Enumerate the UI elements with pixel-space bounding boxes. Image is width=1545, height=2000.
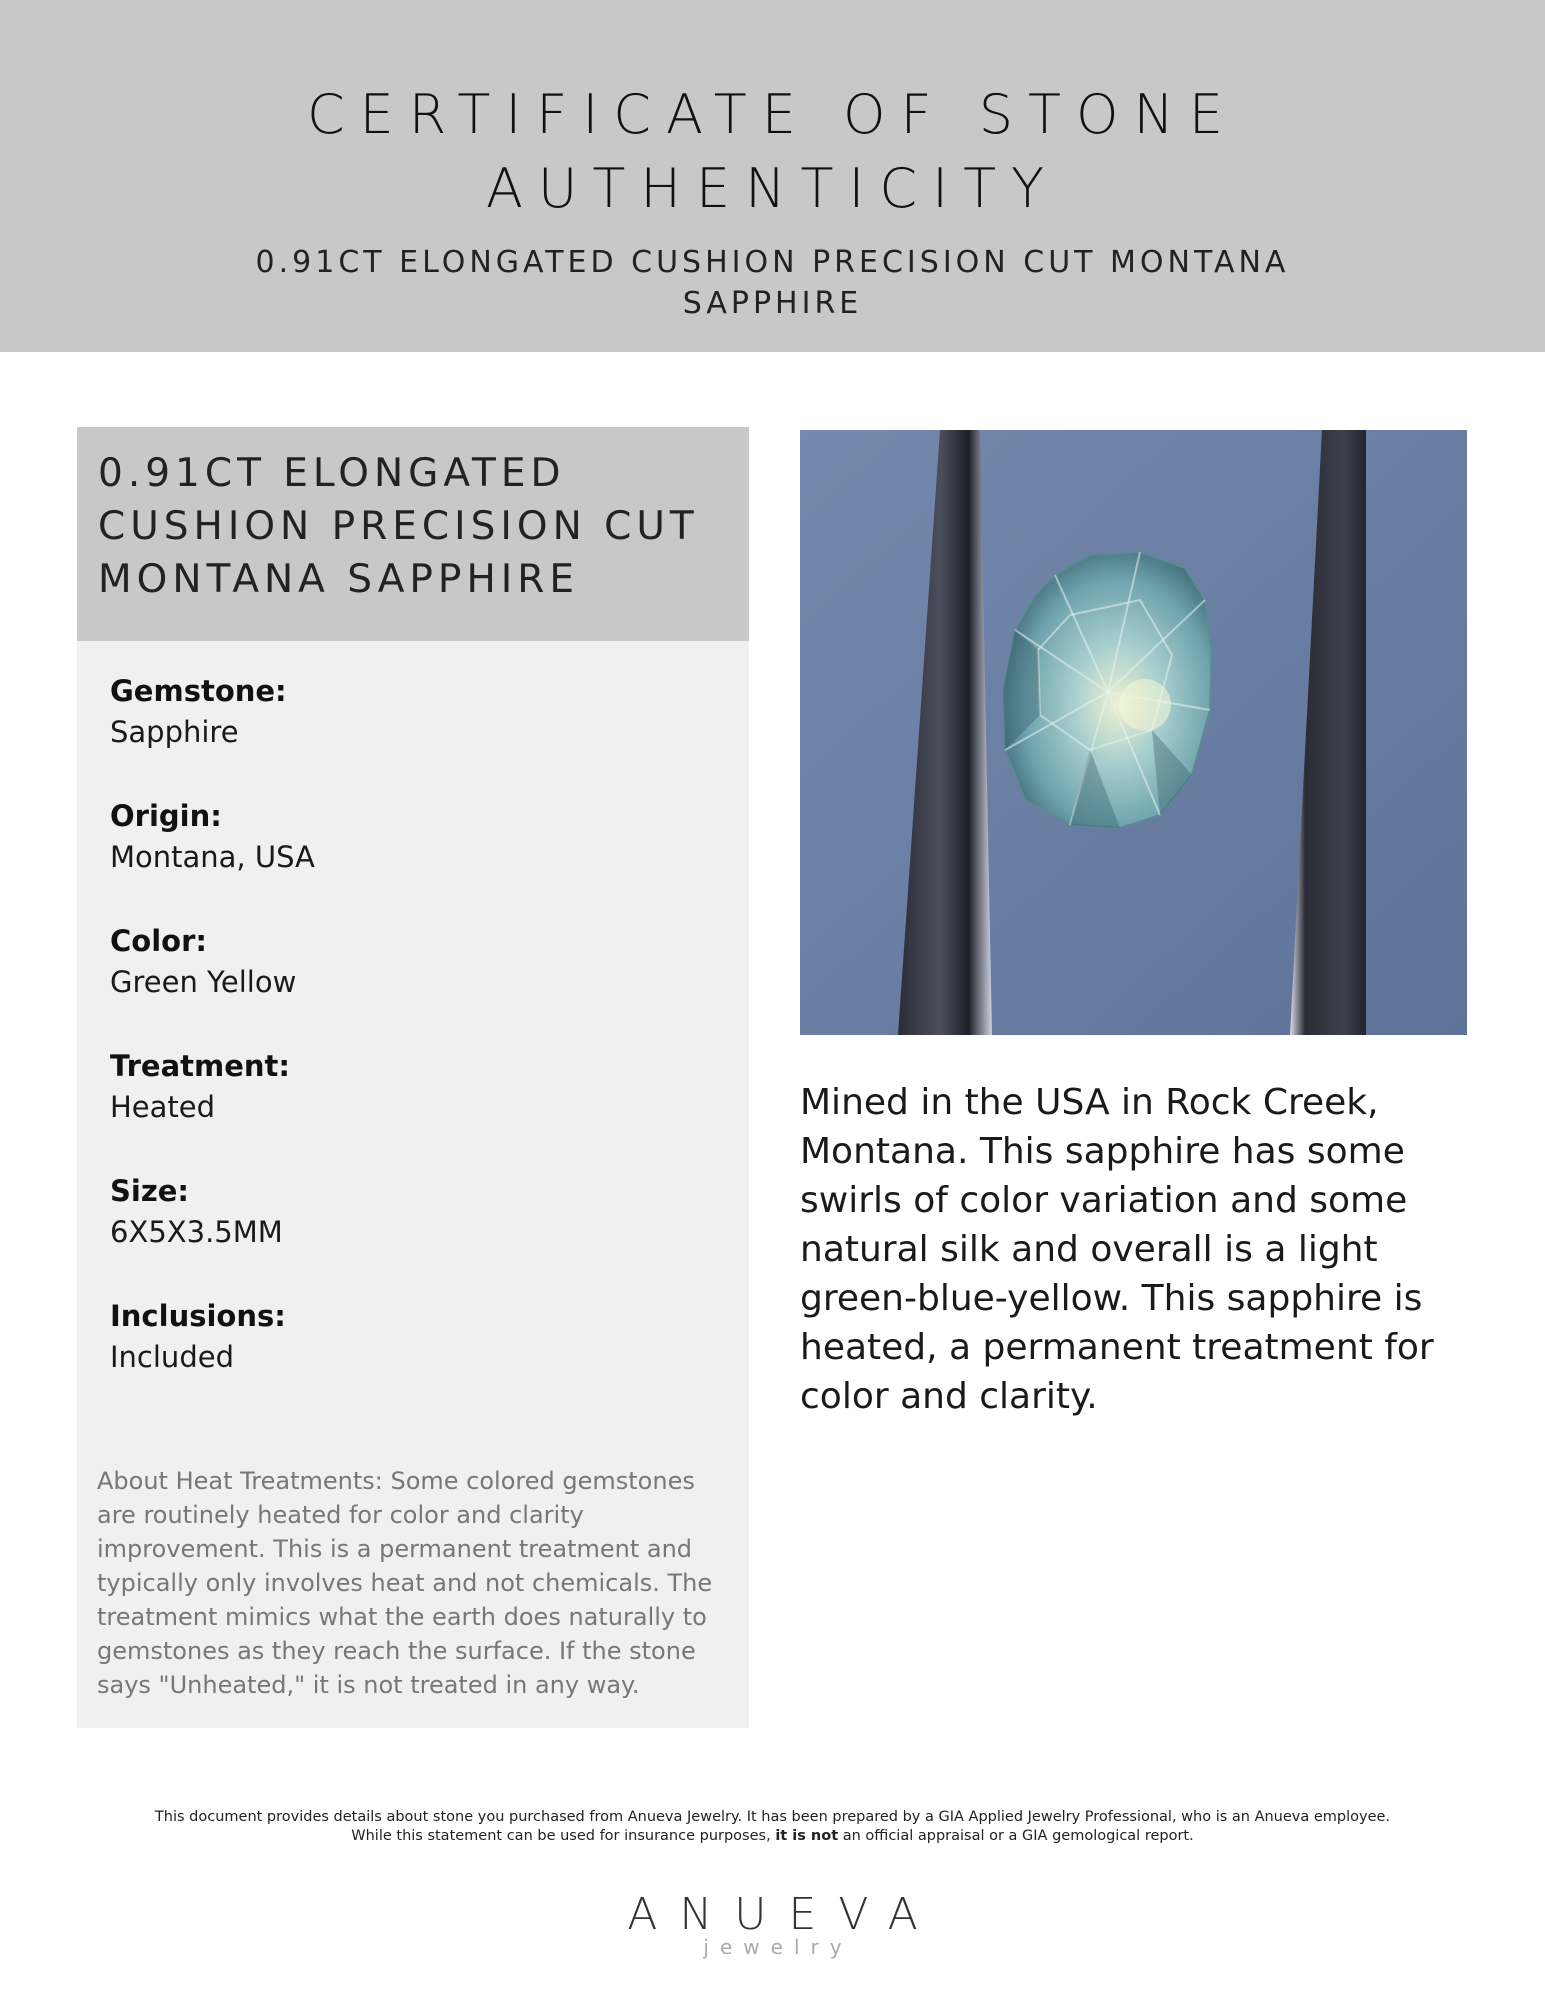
certificate-title: CERTIFICATE OF STONE AUTHENTICITY	[306, 83, 1239, 220]
logo-tagline: jewelry	[703, 1935, 853, 1959]
spec-label: Treatment:	[110, 1049, 290, 1083]
disclaimer-text: While this statement can be used for insurance purposes,	[351, 1828, 776, 1844]
spec-color	[110, 921, 315, 1046]
disclaimer-line-2	[100, 1827, 1445, 1846]
spec-list	[110, 671, 315, 1421]
spec-label: Size:	[110, 1174, 189, 1208]
stone-details-card	[77, 641, 749, 1728]
spec-value: Green Yellow	[110, 965, 297, 999]
spec-origin	[110, 796, 315, 921]
spec-label: Inclusions:	[110, 1299, 286, 1333]
disclaimer-text: an official appraisal or a GIA gemological report.	[838, 1828, 1194, 1844]
stone-card-header	[77, 427, 749, 641]
spec-value: 6X5X3.5MM	[110, 1215, 283, 1249]
disclaimer	[100, 1808, 1445, 1846]
heat-treatment-note: About Heat Treatments: Some colored gemstones are routinely heated for color and clarity improvement. This is a permanent treatment and typically only involves heat and not chemicals. The treatment mimics what the earth does naturally to gemstones as they reach the surface. If the stone says "Unheated," it is not treated in any way.	[97, 1467, 713, 1699]
anueva-logo	[0, 1890, 1545, 1958]
spec-label: Color:	[110, 924, 207, 958]
spec-treatment	[110, 1046, 315, 1171]
spec-label: Origin:	[110, 799, 222, 833]
spec-label: Gemstone:	[110, 674, 287, 708]
sapphire-photo	[800, 430, 1467, 1035]
spec-inclusions	[110, 1296, 315, 1421]
spec-size	[110, 1171, 315, 1296]
disclaimer-emphasis: it is not	[775, 1828, 839, 1844]
spec-gemstone	[110, 671, 315, 796]
stone-card-title: 0.91CT ELONGATED CUSHION PRECISION CUT MONTANA SAPPHIRE	[98, 451, 699, 602]
spec-value: Sapphire	[110, 715, 239, 749]
logo-name: ANUEVA	[627, 1889, 940, 1940]
stone-description: Mined in the USA in Rock Creek, Montana. This sapphire has some swirls of color variation and some natural silk and overall is a light green-blue-yellow. This sapphire is heated, a permanent treatment for color and clarity.	[800, 1082, 1434, 1417]
certificate-header	[0, 0, 1545, 352]
spec-value: Heated	[110, 1090, 216, 1124]
certificate-subtitle: 0.91CT ELONGATED CUSHION PRECISION CUT MONTANA SAPPHIRE	[255, 245, 1290, 321]
disclaimer-line-1: This document provides details about stone you purchased from Anueva Jewelry. It has been prepared by a GIA Applied Jewelry Professional, who is an Anueva employee.	[154, 1809, 1391, 1825]
spec-value: Montana, USA	[110, 840, 315, 874]
spec-value: Included	[110, 1340, 234, 1374]
